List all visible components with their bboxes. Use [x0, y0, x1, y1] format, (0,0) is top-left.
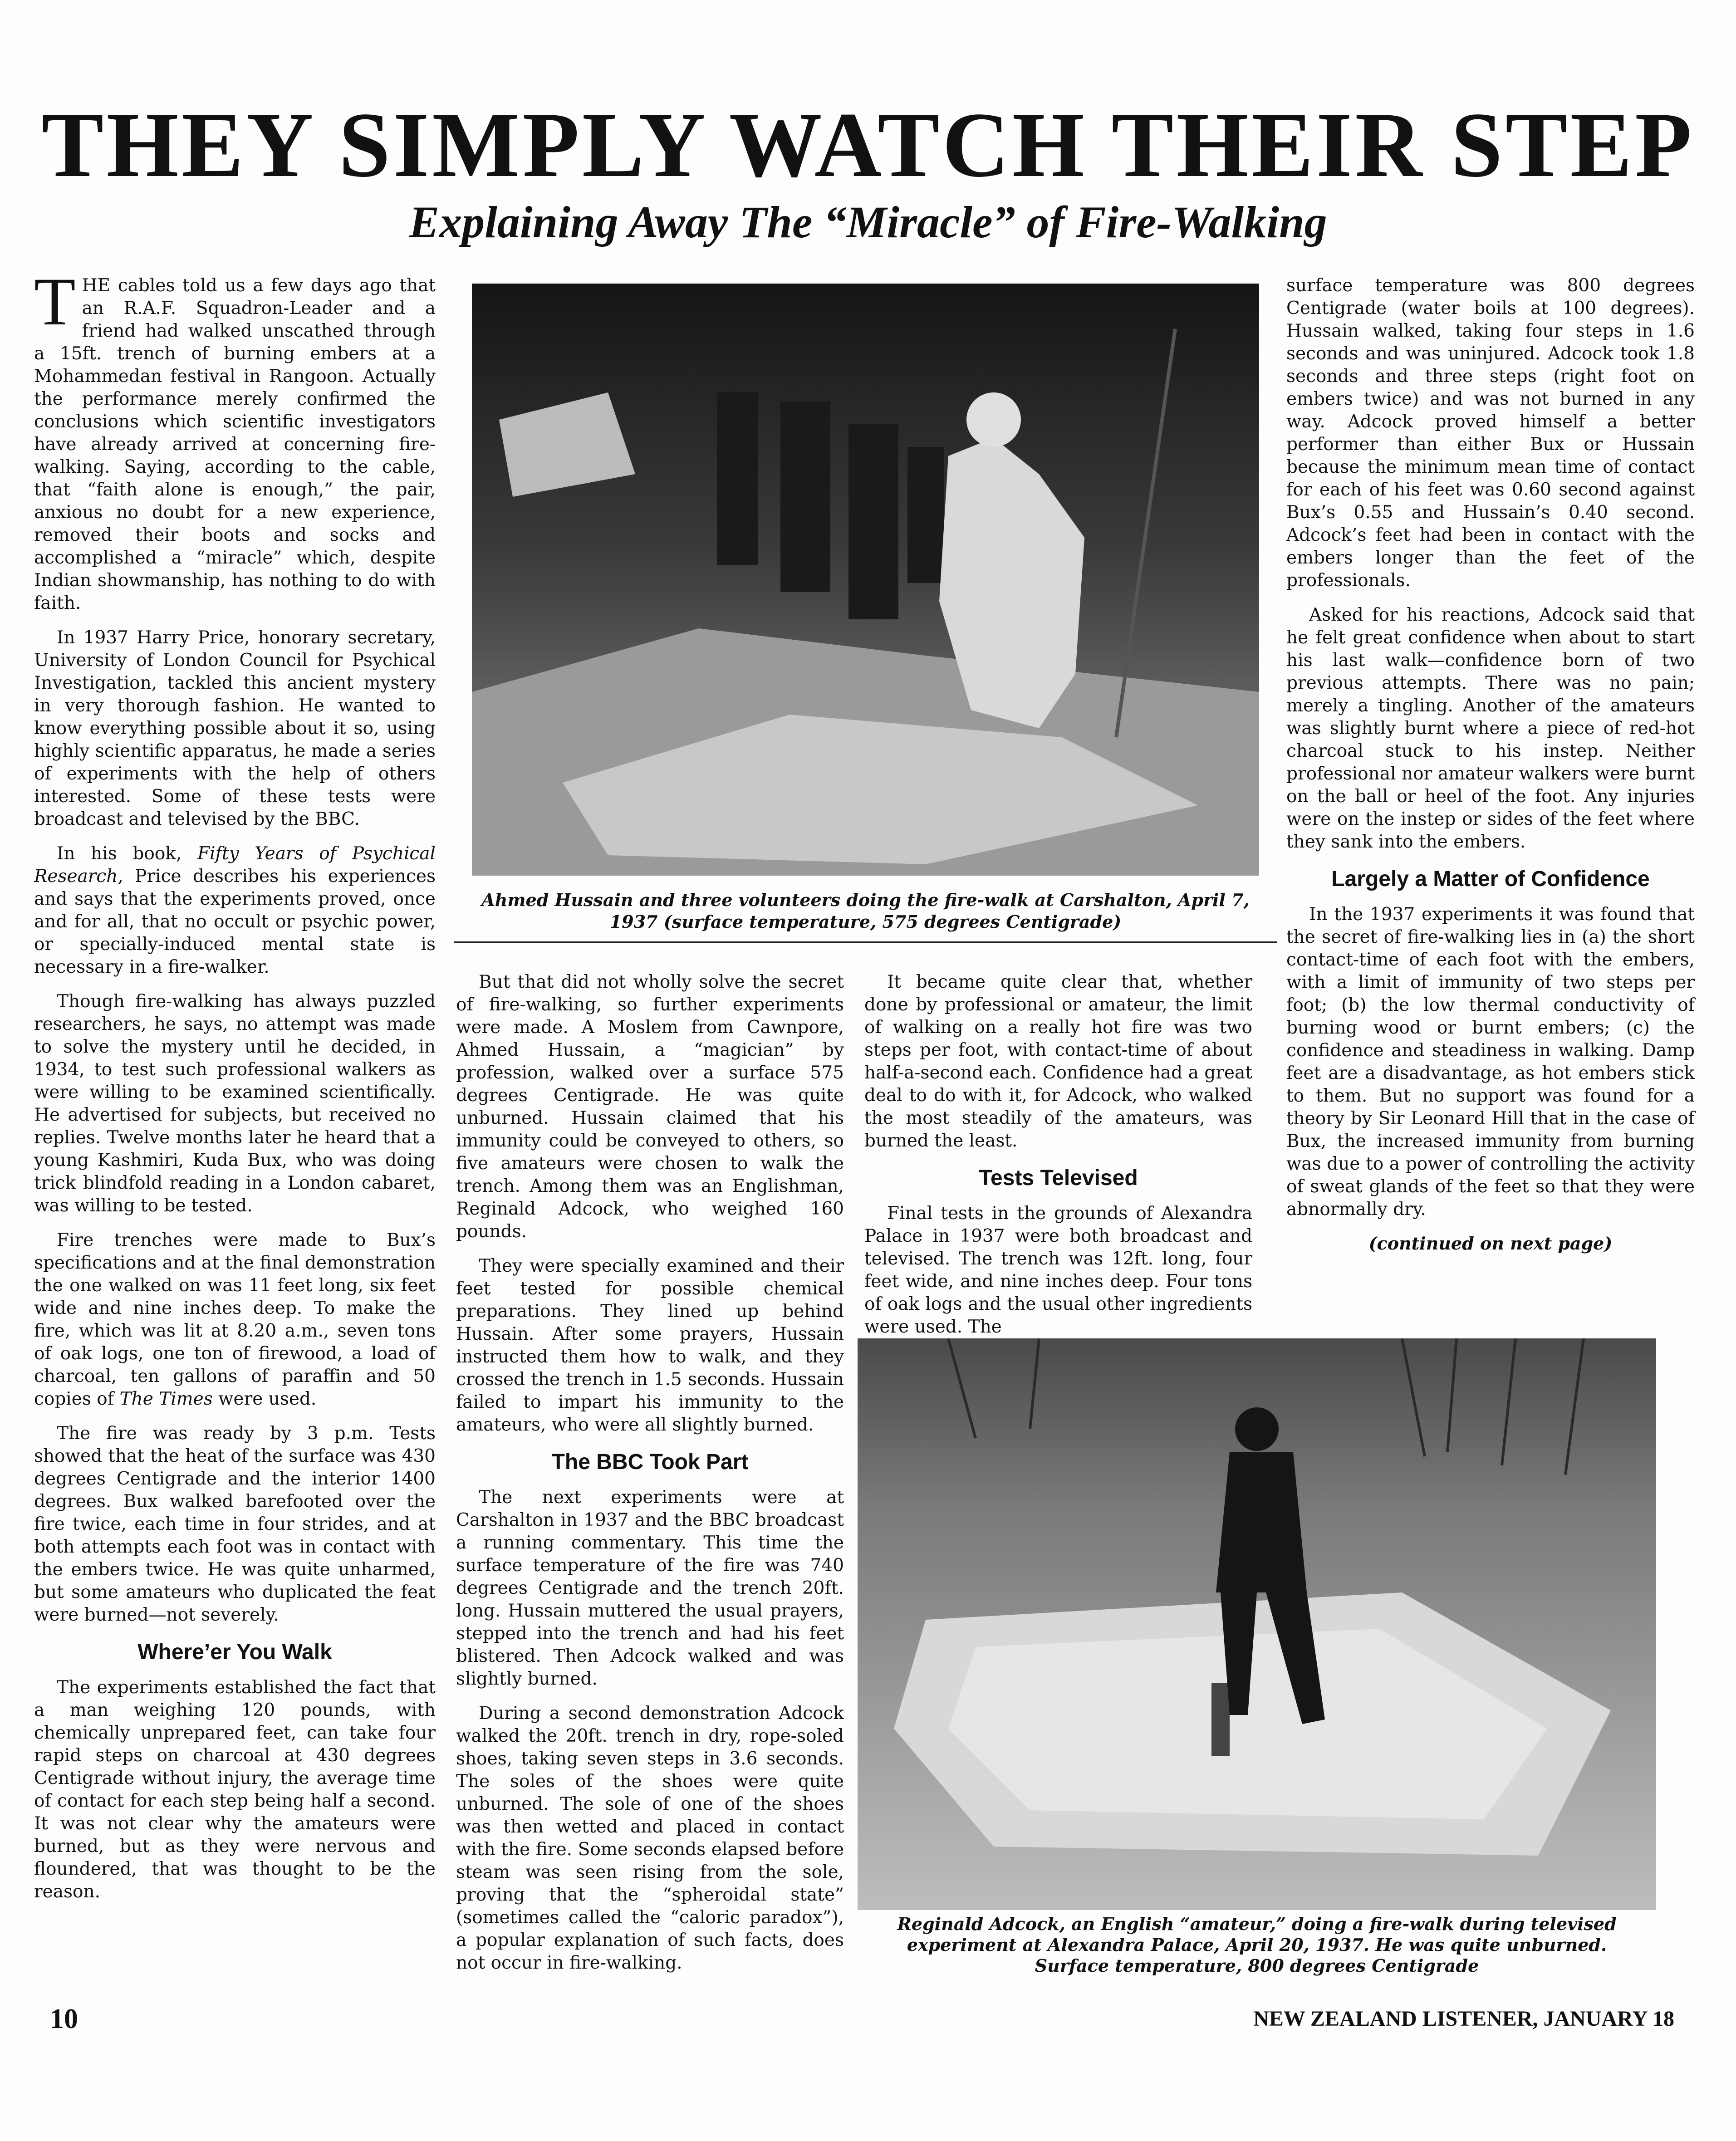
intro-paragraph-3: In his book, Fifty Years of Psychical Research, Price describes his experiences and says that the experiments proved, once and for all, that no occult or psychic power, or specially-induced mental state is necessary in a fire-walker.	[34, 843, 436, 977]
intro-paragraph-5: Fire trenches were made to Bux’s specifications and at the final demonstration the one walked on was 11 feet long, six feet wide and nine inches deep. To make the fire, which was lit at 8.20 a.m., seven tons of oak logs, one ton of firewood, a load of charcoal, ten gallons of paraffin and 50 copies of The Times were used.	[34, 1230, 436, 1409]
intro-paragraph-4: Though fire-walking has always puzzled researchers, he says, no attempt was made to solve the mystery until he decided, in 1934, to test such professional walkers as were willing to be examined scientifically. He advertised for subjects, but received no replies. Twelve months later he heard that a young Kashmiri, Kuda Bux, who was doing trick blindfold reading in a London cabaret, was willing to be tested.	[34, 991, 436, 1216]
intro-paragraph-1: THE cables told us a few days ago that an R.A.F. Squadron-Leader and a friend had walked unscathed through a 15ft. trench of burning embers at a Mohammedan festival in Rangoon. Actually the performance merely confirmed the conclusions which scientific investigators have already arrived at concerning fire-walking. Saying, according to the cable, that “faith alone is enough,” the pair, anxious no doubt for a new experience, removed their boots and socks and accomplished a “miracle” which, despite Indian showmanship, has nothing to do with faith.	[34, 264, 436, 613]
photo-alexandra-caption-line-2: experiment at Alexandra Palace, April 20, 1937. He was quite unburned.	[907, 1935, 1607, 1955]
page-number: 10	[50, 2004, 78, 2034]
headline: THEY SIMPLY WATCH THEIR STEP	[41, 93, 1695, 196]
book-title: Fifty Years of Psychical Research	[34, 843, 436, 887]
right-paragraph-1: surface temperature was 800 degrees Centigrade (water boils at 100 degrees). Hussain walked, taking four steps in 1.6 seconds and was uninjured. Adcock took 1.8 seconds and three steps (right foot on embers twice) and was not burned in any way. Adcock proved himself a better performer than either Bux or Hussain because the minimum mean time of contact for each of his feet was 0.60 second against Bux’s 0.55 and Hussain’s 0.40 second. Adcock’s feet had been in contact with the embers longer than the feet of the professionals.	[1286, 275, 1695, 591]
photo-carshalton-firewalk	[472, 284, 1259, 876]
photo-alexandra-caption-line-3: Surface temperature, 800 degrees Centigrade	[1035, 1955, 1479, 1976]
photo-alexandra-illustration	[858, 1338, 1656, 1910]
photo-alexandra-caption-line-1: Reginald Adcock, an English “amateur,” doing a fire-walk during televised	[897, 1914, 1617, 1934]
photo-alexandra-palace-firewalk	[858, 1338, 1656, 1910]
caption-divider	[454, 941, 1277, 943]
column-middle	[456, 971, 844, 1986]
middle-paragraph-1: But that did not wholly solve the secret of fire-walking, so further experiments were made. A Moslem from Cawnpore, Ahmed Hussain, a “magician” by profession, walked over a surface 575 degrees Centigrade. He was quite unburned. Hussain claimed that his immunity could be conveyed to others, so five amateurs were chosen to walk the trench. Among them was an Englishman, Reginald Adcock, who weighed 160 pounds.	[456, 972, 844, 1242]
wherever-paragraph-1: The experiments established the fact that a man weighing 120 pounds, with chemically unprepared feet, can take four rapid steps on charcoal at 430 degrees Centigrade without injury, the average time of contact for each step being half a second. It was not clear why the amateurs were burned, but as they were nervous and floundered, that was thought to be the reason.	[34, 1677, 436, 1902]
middle-paragraph-2: They were specially examined and their feet tested for possible chemical preparations. They lined up behind Hussain. After some prayers, Hussain instructed them how to walk, and they crossed the trench in 1.5 seconds. Hussain failed to impart his immunity to the amateurs, who were all slightly burned.	[456, 1256, 844, 1435]
photo-alexandra-caption	[858, 1914, 1656, 1976]
middle-paragraph-4: During a second demonstration Adcock walked the 20ft. trench in dry, rope-soled shoes, taking seven steps in 3.6 seconds. The soles of the shoes were quite unburned. The sole of one of the shoes was then wetted and placed in contact with the fire. Some seconds elapsed before steam was seen rising from the sole, proving that the “spheroidal state” (sometimes called the “caloric paradox”), a popular explanation of such facts, does not occur in fire-walking.	[456, 1703, 844, 1973]
column-third	[864, 971, 1252, 1350]
intro-paragraph-2: In 1937 Harry Price, honorary secretary, University of London Council for Psychical Investigation, tackled this ancient mystery in very thorough fashion. He wanted to know everything possible about it so, using highly scientific apparatus, he made a series of experiments with the help of others interested. Some of these tests were broadcast and televised by the BBC.	[34, 627, 436, 829]
continued-note: (continued on next page)	[1368, 1233, 1613, 1254]
publication-footer: NEW ZEALAND LISTENER, JANUARY 18	[1253, 2007, 1674, 2031]
subheadline: Explaining Away The “Miracle” of Fire-Walking	[409, 197, 1327, 247]
right-paragraph-3: In the 1937 experiments it was found that the secret of fire-walking lies in (a) the short contact-time of each foot with the embers, with a limit of immunity of two steps per foot; (b) the low thermal conductivity of burning wood or burnt embers; (c) the confidence and steadiness in walking. Damp feet are a disadvantage, as hot embers stick to them. But no support was found for a theory by Sir Leonard Hill that in the case of Bux, the increased immunity from burning was due to a power of controlling the activity of sweat glands of the feet so that they were abnormally dry.	[1286, 904, 1695, 1220]
section-heading-wherever: Where’er You Walk	[137, 1640, 332, 1664]
newspaper-title: The Times	[119, 1389, 213, 1409]
middle-paragraph-3: The next experiments were at Carshalton in 1937 and the BBC broadcast a running commentary. This time the surface temperature of the fire was 740 degrees Centigrade and the trench 20ft. long. Hussain muttered the usual prayers, stepped into the trench and had his feet blistered. Then Adcock walked and was slightly burned.	[456, 1487, 844, 1689]
section-heading-televised: Tests Televised	[979, 1166, 1138, 1190]
section-heading-bbc: The BBC Took Part	[551, 1450, 749, 1474]
column-left	[34, 264, 436, 1915]
drop-cap: T	[34, 264, 76, 339]
photo-carshalton-illustration	[472, 284, 1259, 876]
section-heading-confidence: Largely a Matter of Confidence	[1331, 867, 1650, 891]
right-paragraph-2: Asked for his reactions, Adcock said that he felt great confidence when about to start his last walk—confidence born of two previous attempts. There was no pain; merely a tingling. Another of the amateurs was slightly burnt where a piece of red-hot charcoal stuck to his instep. Neither professional nor amateur walkers were burnt on the ball or heel of the foot. Any injuries were on the instep or sides of the feet where they sank into the embers.	[1286, 605, 1695, 852]
third-paragraph-1: It became quite clear that, whether done by professional or amateur, the limit of walking on a really hot fire was two steps per foot, with contact-time of about half-a-second each. Confidence had a great deal to do with it, for Adcock, who walked the most steadily of the amateurs, was burned the least.	[864, 972, 1252, 1151]
photo-carshalton-caption: Ahmed Hussain and three volunteers doing the fire-walk at Carshalton, April 7, 1937 (surface temperature, 575 degrees Centigrade)	[481, 890, 1250, 932]
intro-paragraph-6: The fire was ready by 3 p.m. Tests showed that the heat of the surface was 430 degrees Centigrade and the interior 1400 degrees. Bux walked barefooted over the fire twice, each time in four strides, and at both attempts each foot was in contact with the embers twice. He was quite unharmed, but some amateurs who duplicated the feat were burned—not severely.	[34, 1423, 436, 1625]
column-right	[1286, 274, 1695, 1254]
third-paragraph-2: Final tests in the grounds of Alexandra Palace in 1937 were both broadcast and televised. The trench was 12ft. long, four feet wide, and nine inches deep. Four tons of oak logs and the usual other ingredients were used. The	[864, 1203, 1252, 1337]
